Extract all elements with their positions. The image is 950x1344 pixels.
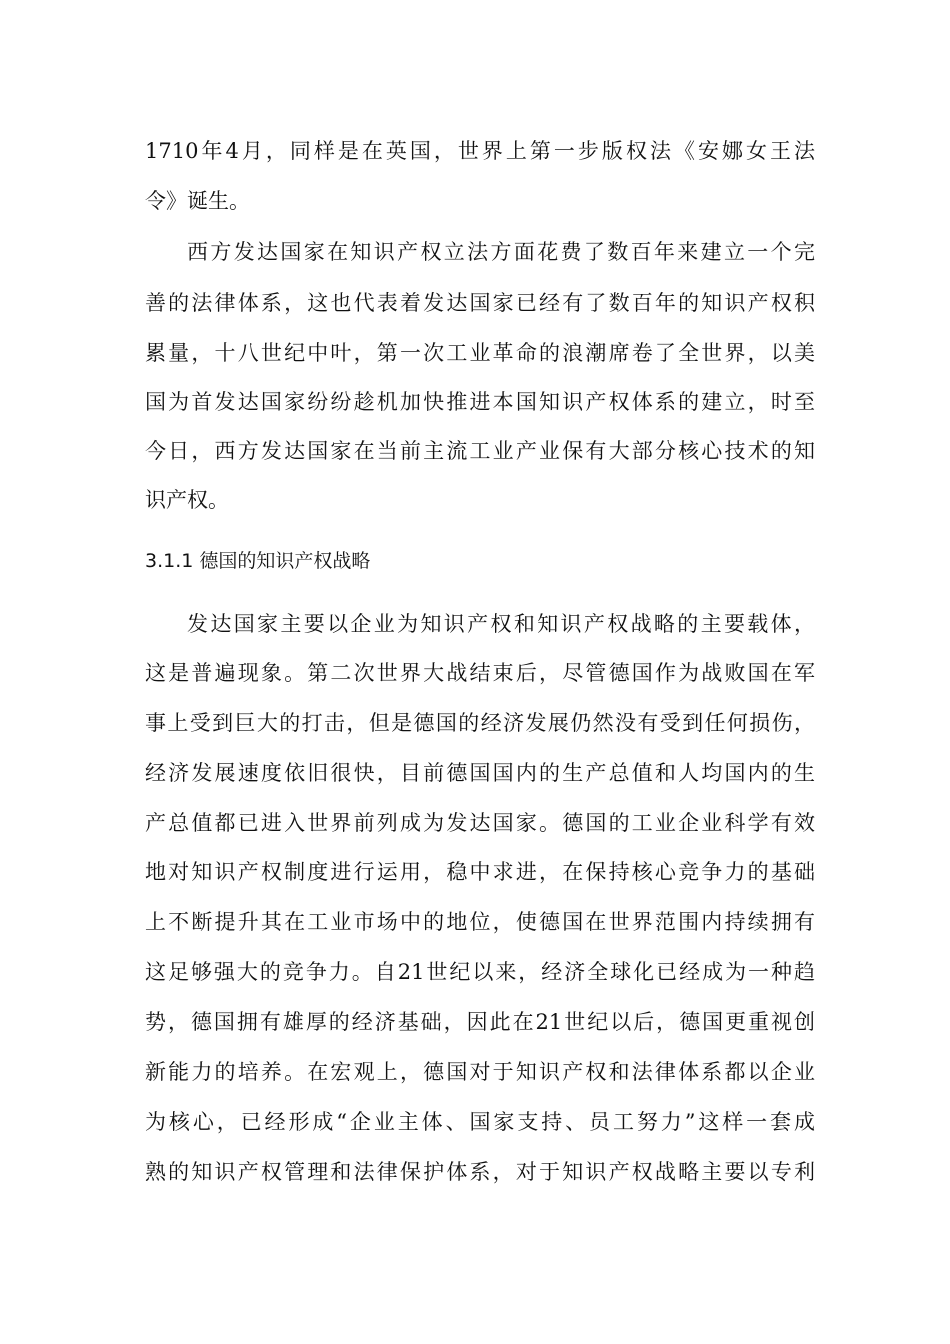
paragraph-3-line-3: 事上受到巨大的打击，但是德国的经济发展仍然没有受到任何损伤， [145, 711, 815, 735]
paragraph-3-line-9: 势，德国拥有雄厚的经济基础，因此在21世纪以后，德国更重视创 [145, 1010, 815, 1034]
paragraph-3-line-5: 产总值都已进入世界前列成为发达国家。德国的工业企业科学有效 [145, 811, 815, 835]
paragraph-3-line-7: 上不断提升其在工业市场中的地位，使德国在世界范围内持续拥有 [145, 910, 815, 934]
section-heading: 3.1.1 德国的知识产权战略 [145, 550, 371, 572]
paragraph-3-line-6: 地对知识产权制度进行运用，稳中求进，在保持核心竞争力的基础 [145, 860, 815, 884]
paragraph-3-line-10: 新能力的培养。在宏观上，德国对于知识产权和法律体系都以企业 [145, 1060, 815, 1084]
paragraph-1-line-2: 令》诞生。 [145, 189, 250, 213]
paragraph-2-line-6: 识产权。 [145, 488, 229, 512]
paragraph-3-line-11: 为核心，已经形成“企业主体、国家支持、员工努力”这样一套成 [145, 1110, 815, 1134]
paragraph-2-line-2: 善的法律体系，这也代表着发达国家已经有了数百年的知识产权积 [145, 291, 815, 315]
paragraph-3-line-4: 经济发展速度依旧很快，目前德国国内的生产总值和人均国内的生 [145, 761, 815, 785]
paragraph-3-line-8: 这足够强大的竞争力。自21世纪以来，经济全球化已经成为一种趋 [145, 960, 815, 984]
paragraph-3-line-12: 熟的知识产权管理和法律保护体系，对于知识产权战略主要以专利 [145, 1160, 815, 1184]
paragraph-2-line-4: 国为首发达国家纷纷趁机加快推进本国知识产权体系的建立，时至 [145, 390, 815, 414]
paragraph-3-line-2: 这是普遍现象。第二次世界大战结束后，尽管德国作为战败国在军 [145, 661, 815, 685]
paragraph-3-line-1: 发达国家主要以企业为知识产权和知识产权战略的主要载体， [187, 612, 815, 636]
paragraph-1-line-1: 1710年4月，同样是在英国，世界上第一步版权法《安娜女王法 [145, 139, 815, 163]
paragraph-2-line-1: 西方发达国家在知识产权立法方面花费了数百年来建立一个完 [187, 240, 815, 264]
paragraph-2-line-3: 累量，十八世纪中叶，第一次工业革命的浪潮席卷了全世界，以美 [145, 341, 815, 365]
paragraph-2-line-5: 今日，西方发达国家在当前主流工业产业保有大部分核心技术的知 [145, 439, 815, 463]
